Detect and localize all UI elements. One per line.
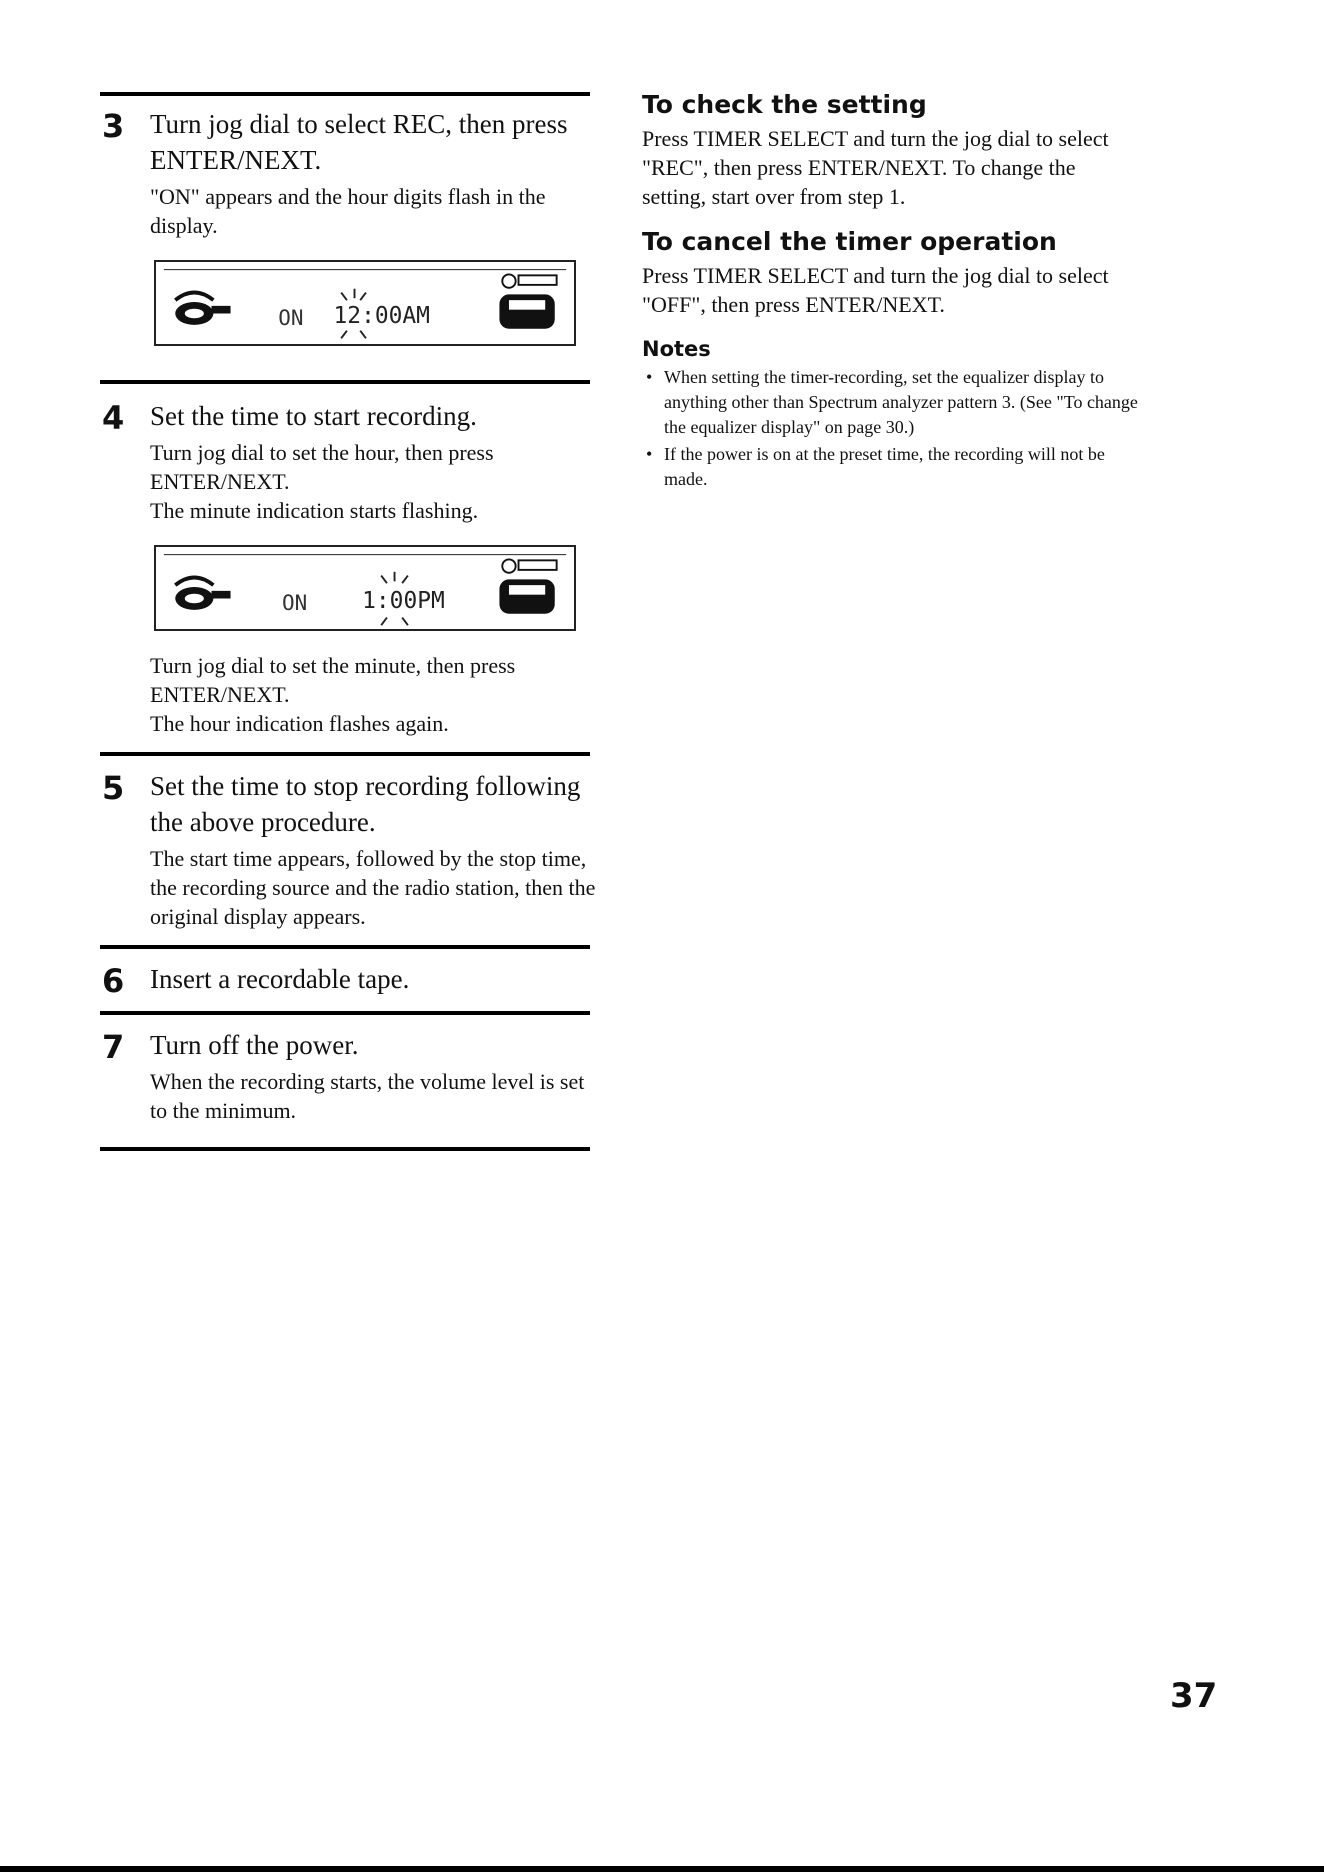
- timer-clock-icon: [499, 559, 556, 613]
- step-7: [96, 1027, 596, 1125]
- page-number: 37: [1170, 1676, 1218, 1716]
- step-body: [150, 1067, 596, 1125]
- cancel-timer-heading: To cancel the timer operation: [642, 227, 1057, 256]
- notes-heading: Notes: [642, 337, 711, 361]
- step-number: 3: [102, 107, 125, 145]
- step-4: [96, 398, 596, 738]
- check-setting-heading: To check the setting: [642, 90, 927, 119]
- cancel-timer-text: Press TIMER SELECT and turn the jog dial to select "OFF", then press ENTER/NEXT.: [642, 263, 1109, 317]
- step-title: Set the time to start recording.: [150, 401, 477, 431]
- step-text: The start time appears, followed by the stop time, the recording source and the radio station, then the original display appears.: [150, 846, 596, 929]
- lcd-display-illustration: [154, 545, 576, 631]
- lcd-on-label: ON: [282, 590, 308, 615]
- step-text: Turn jog dial to set the hour, then press ENTER/NEXT.: [150, 440, 494, 494]
- timer-clock-icon: [499, 274, 556, 328]
- lcd-display-graphic: [156, 547, 574, 629]
- page-bottom-edge: [0, 1866, 1324, 1872]
- step-number: 4: [102, 399, 125, 437]
- step-divider: [100, 92, 590, 96]
- step-5: [96, 768, 596, 931]
- check-setting-text: Press TIMER SELECT and turn the jog dial to select "REC", then press ENTER/NEXT. To change the setting, start over from step 1.: [642, 126, 1109, 209]
- step-number: 6: [102, 962, 125, 1000]
- note-item: • If the power is on at the preset time, the recording will not be made.: [642, 442, 1142, 492]
- step-text: The minute indication starts flashing.: [150, 498, 479, 523]
- step-body: [150, 438, 596, 525]
- supplementary-column: [642, 90, 1142, 494]
- lcd-time-readout: 1:00PM: [362, 588, 445, 615]
- step-text: The hour indication flashes again.: [150, 711, 449, 736]
- step-number: 7: [102, 1028, 125, 1066]
- step-text: "ON" appears and the hour digits flash in the display.: [150, 184, 546, 238]
- tape-icon: [175, 293, 230, 325]
- tape-icon: [175, 578, 230, 610]
- procedure-column: [96, 92, 596, 1151]
- step-divider: [100, 1011, 590, 1015]
- step-6: [96, 961, 596, 1000]
- step-body: [150, 182, 596, 240]
- lcd-display-illustration: [154, 260, 576, 346]
- lcd-time-readout: 12:00AM: [333, 303, 430, 330]
- lcd-on-label: ON: [278, 305, 304, 330]
- step-title: Insert a recordable tape.: [150, 964, 410, 994]
- step-title: Turn off the power.: [150, 1030, 359, 1060]
- step-title: Set the time to stop recording following the above procedure.: [150, 771, 581, 837]
- step-divider: [100, 1147, 590, 1151]
- step-3: [96, 106, 596, 346]
- step-text: Turn jog dial to set the minute, then press ENTER/NEXT.: [150, 653, 516, 707]
- notes-list: [642, 365, 1142, 492]
- step-divider: [100, 752, 590, 756]
- step-text: When the recording starts, the volume level is set to the minimum.: [150, 1069, 585, 1123]
- step-body: [150, 844, 596, 931]
- step-title: Turn jog dial to select REC, then press ENTER/NEXT.: [150, 109, 568, 175]
- step-number: 5: [102, 769, 125, 807]
- note-item: • When setting the timer-recording, set the equalizer display to anything other than Spectrum analyzer pattern 3. (See "To change the equalizer display" on page 30.): [642, 365, 1142, 440]
- step-body-continued: [150, 651, 596, 738]
- step-divider: [100, 380, 590, 384]
- step-divider: [100, 945, 590, 949]
- lcd-display-graphic: [156, 262, 574, 344]
